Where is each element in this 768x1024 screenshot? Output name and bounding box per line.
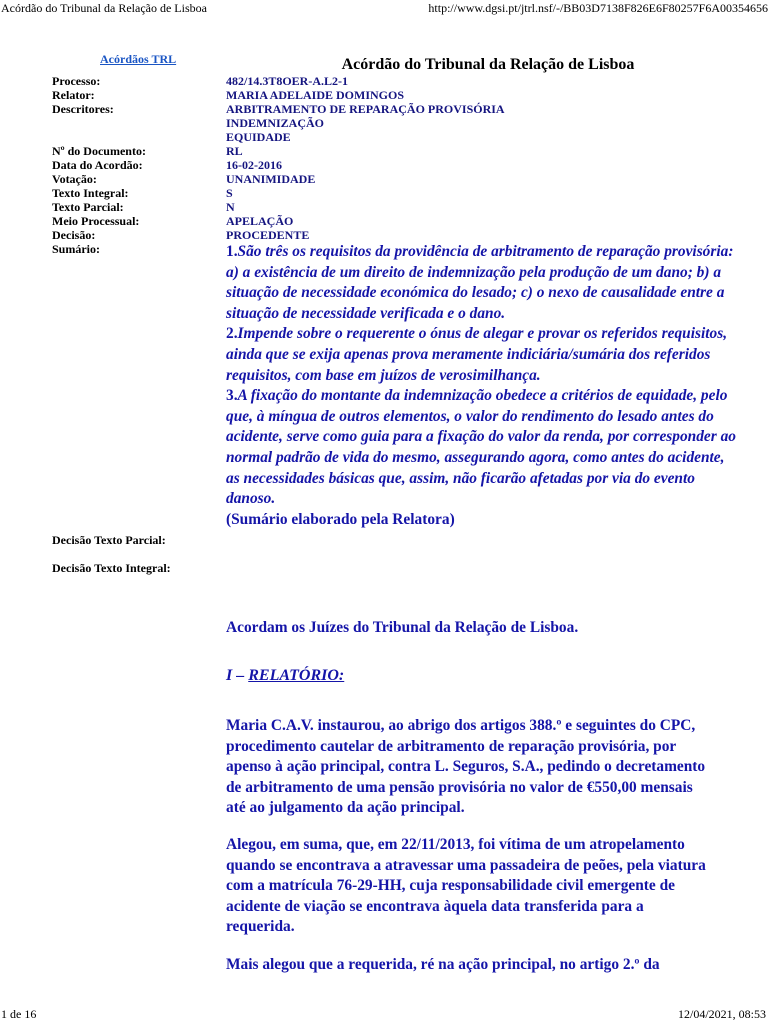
meta-label: Votação: bbox=[52, 172, 97, 186]
summary-item-text: São três os requisitos da providência de arbitramento de reparação provisória: a) a existência de um direito de indemnização pela produção de um dano; b) a situação de necessidade económica do lesado; c) o nexo de causalidade entre a situação de necessidade verificada e o dano. bbox=[226, 243, 734, 322]
summary-item-number: 1. bbox=[226, 243, 238, 260]
body-paragraph: Maria C.A.V. instaurou, ao abrigo dos artigos 388.º e seguintes do CPC, procedimento cautelar de arbitramento de reparação provisória, por apenso à ação principal, contra L. Seguros, S.A., pedindo o decretamento de arbitramento de uma pensão provisória no valor de €550,00 mensais até ao julgamento da ação principal. bbox=[226, 717, 706, 817]
section-heading bbox=[226, 667, 344, 685]
meta-value: PROCEDENTE bbox=[226, 228, 310, 242]
meta-label: Decisão: bbox=[52, 228, 96, 242]
acordaos-trl-link[interactable]: Acórdãos TRL bbox=[100, 52, 177, 66]
summary-item bbox=[226, 324, 736, 386]
print-header bbox=[0, 0, 768, 18]
summary-item bbox=[226, 242, 736, 324]
meta-row-decisao-texto-parcial bbox=[52, 533, 762, 547]
descritor-item: ARBITRAMENTO DE REPARAÇÃO PROVISÓRIA bbox=[226, 102, 505, 116]
page-title: Acórdão do Tribunal da Relação de Lisboa bbox=[341, 56, 635, 73]
summary-item bbox=[226, 386, 736, 510]
intro-paragraph: Acordam os Juízes do Tribunal da Relação de Lisboa. bbox=[226, 619, 579, 636]
body-paragraph: Mais alegou que a requerida, ré na ação principal, no artigo 2.º da bbox=[226, 956, 660, 973]
print-footer bbox=[0, 1006, 768, 1024]
meta-label: Descritores: bbox=[52, 102, 114, 116]
meta-row-texto-parcial bbox=[52, 200, 762, 214]
descritor-item: INDEMNIZAÇÃO bbox=[226, 116, 325, 130]
meta-value: N bbox=[226, 200, 235, 214]
meta-row-data-acordao bbox=[52, 158, 762, 172]
meta-label: Sumário: bbox=[52, 242, 100, 256]
summary-text bbox=[226, 242, 736, 530]
meta-value: 16-02-2016 bbox=[226, 158, 282, 172]
meta-row-decisao-texto-integral bbox=[52, 561, 762, 575]
meta-row-sumario bbox=[52, 242, 762, 530]
meta-label: Relator: bbox=[52, 88, 95, 102]
meta-label: Texto Integral: bbox=[52, 186, 129, 200]
section-prefix: I – bbox=[226, 667, 249, 684]
meta-value: 482/14.3T8OER-A.L2-1 bbox=[226, 74, 349, 88]
meta-value: RL bbox=[226, 144, 243, 158]
meta-value: MARIA ADELAIDE DOMINGOS bbox=[226, 88, 405, 102]
meta-row-n-documento bbox=[52, 144, 762, 158]
print-datetime: 12/04/2021, 08:53 bbox=[677, 1007, 766, 1021]
meta-label: Decisão Texto Integral: bbox=[52, 561, 171, 576]
meta-row-relator bbox=[52, 88, 762, 102]
meta-label: Meio Processual: bbox=[52, 214, 140, 228]
meta-value bbox=[226, 102, 762, 144]
meta-row-decisao bbox=[52, 228, 762, 242]
meta-value: UNANIMIDADE bbox=[226, 172, 316, 186]
descritor-item: EQUIDADE bbox=[226, 130, 291, 144]
print-header-title: Acórdão do Tribunal da Relação de Lisboa bbox=[1, 1, 207, 15]
meta-label: Data do Acordão: bbox=[52, 158, 143, 172]
metadata-table bbox=[52, 74, 762, 575]
summary-note: (Sumário elaborado pela Relatora) bbox=[226, 510, 455, 528]
meta-row-texto-integral bbox=[52, 186, 762, 200]
meta-row-descritores bbox=[52, 102, 762, 144]
meta-label: Texto Parcial: bbox=[52, 200, 124, 214]
summary-item-number: 2. bbox=[226, 325, 238, 343]
summary-item-text: A fixação do montante da indemnização obedece a critérios de equidade, pelo que, à míngua de outros elementos, o valor do rendimento do lesado antes do acidente, serve como guia para a fixação do valor da renda, por corresponder ao normal padrão de vida do mesmo, assegurando agora, como antes do acidente, as necessidades básicas que, assim, não ficarão afetadas por via do evento danoso. bbox=[226, 387, 736, 508]
meta-label: Decisão Texto Parcial: bbox=[52, 533, 166, 548]
page-number: 1 de 16 bbox=[1, 1007, 37, 1021]
summary-item-text: Impende sobre o requerente o ónus de alegar e provar os referidos requisitos, ainda que se exija apenas prova meramente indiciária/sumária dos referidos requisitos, com base em juízos de verosimilhança. bbox=[226, 325, 728, 384]
meta-value: APELAÇÃO bbox=[226, 214, 294, 228]
print-header-url: http://www.dgsi.pt/jtrl.nsf/-/BB03D7138F826E6F80257F6A00354656 bbox=[428, 1, 768, 15]
meta-value: S bbox=[226, 186, 233, 200]
meta-label: Nº do Documento: bbox=[52, 144, 146, 158]
section-title: RELATÓRIO: bbox=[248, 667, 345, 684]
meta-row-processo bbox=[52, 74, 762, 88]
meta-row-meio-processual bbox=[52, 214, 762, 228]
summary-item-number: 3. bbox=[226, 387, 238, 405]
meta-label: Processo: bbox=[52, 74, 101, 88]
meta-row-votacao bbox=[52, 172, 762, 186]
body-paragraph: Alegou, em suma, que, em 22/11/2013, foi vítima de um atropelamento quando se encontrava a atravessar uma passadeira de peões, pela viatura com a matrícula 76-29-HH, cuja responsabilidade civil emergente de acidente de viação se encontrava àquela data transferida para a requerida. bbox=[226, 836, 706, 936]
